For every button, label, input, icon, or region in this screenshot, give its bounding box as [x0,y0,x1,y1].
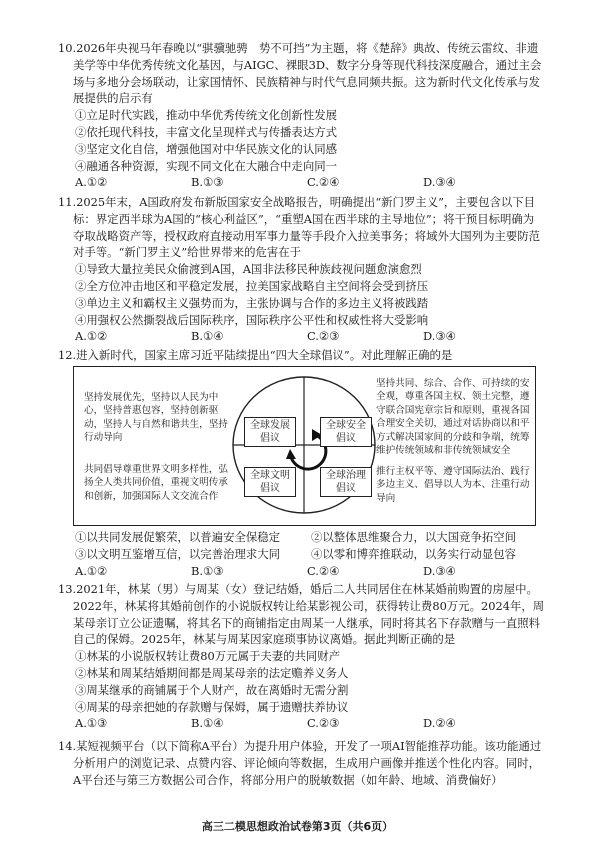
development-initiative-label: 全球发展倡议 [244,417,296,447]
question-13-option-2: ②林某和周某结婚期间都是周某母亲的法定赡养义务人 [75,665,349,680]
global-initiatives-diagram [73,366,536,526]
question-11 [58,194,545,345]
question-10-choice-d: D.③④ [423,175,456,190]
question-11-option-4: ④用强权公然撕裂战后国际秩序，国际秩序公平性和权威性将大受影响 [75,312,429,327]
question-12-option-3: ③以文明互鉴增互信，以完善治理求大同 [75,546,281,561]
question-11-choice-d: D.③④ [423,329,456,344]
question-13-option-1: ①林某的小说版权转让费80万元属于夫妻的共同财产 [75,649,341,664]
question-12-choice-b: B.①③ [191,563,224,578]
question-10-choice-c: C.②④ [307,175,340,190]
question-14 [58,738,545,788]
security-initiative-label: 全球安全倡议 [320,417,372,447]
question-13-choice-d: D.②④ [423,716,456,731]
civilization-initiative-label: 全球文明倡议 [244,467,296,497]
question-12-choice-a: A.①② [75,563,108,578]
question-11-option-3: ③单边主义和霸权主义强势而为，主张协调与合作的多边主义将被践踏 [75,295,429,310]
question-11-choice-b: B.①④ [191,329,224,344]
question-13 [58,581,545,732]
question-12-choice-d: D.③④ [423,563,456,578]
development-initiative-text: 坚持发展优先，坚持以人民为中心，坚持普惠包容，坚持创新驱动，坚持人与自然和谐共生，坚持行动导向 [84,392,228,444]
question-11-stem: 11.2025年末，A国政府发布新版国家安全战略报告，明确提出“新门罗主义”，主要包含以下目标：界定西半球为A国的“核心利益区”，“重塑A国在西半球的主导地位”；将干预目标明确为夺取战略资产等，授权政府直接动用军事力量等手段介入拉美事务；将域外大国列为主要防范对手等。“新门罗主义”给世界带来的危害在于 [58,195,541,260]
civilization-initiative-text: 共同倡导尊重世界文明多样性，弘扬全人类共同价值，重视文明传承和创新，加强国际人文交流合作 [84,464,228,502]
question-10-stem: 10.2026年央视马年春晚以“骐骥驰骋 势不可挡”为主题，将《楚辞》典故、传统云雷纹、非遗美学等中华优秀传统文化基因，与AIGC、裸眼3D、数字分身等现代科技深度融合，通过主会场与多地分会场联动，让家国情怀、民族精神与时代气息同频共振。这为新时代文化传承与发展提供的启示有 [58,41,542,106]
question-12-option-1: ①以共同发展促繁荣，以普遍安全保稳定 [75,530,281,544]
governance-initiative-text: 推行主权平等、遵守国际法治、践行多边主义、倡导以人为本、注重行动导向 [376,466,530,504]
page-footer: 高三二模思想政治试卷第3页（共6页） [201,820,394,833]
question-10-option-4: ④融通各种资源，实现不同文化在大融合中走向同一 [75,158,337,173]
question-14-stem: 14.某短视频平台（以下简称A平台）为提升用户体验，开发了一项AI智能推荐功能。该功能通过分析用户的浏览记录、点赞内容、评论倾向等数据，生成用户画像并推送个性化内容。同时，A平台还与第三方数据公司合作，将部分用户的脱敏数据（如年龄、地域、消费偏好） [58,739,542,787]
question-13-answers [58,715,545,732]
question-10 [58,40,545,191]
question-12-option-4: ④以零和博弈推联动，以务实行动显包容 [311,546,517,561]
question-13-option-4: ④周某的母亲把她的存款赠与保姆，属于遗赠扶养协议 [75,699,349,714]
question-12 [58,347,545,364]
question-13-choice-a: A.①③ [75,716,108,731]
question-12-answers [58,563,545,580]
question-12-stem: 12.进入新时代，国家主席习近平陆续提出“四大全球倡议”。对此理解正确的是 [58,348,453,362]
question-12-option-grid [58,529,545,563]
question-13-choice-b: B.①④ [191,716,224,731]
question-10-option-3: ③坚定文化自信，增强他国对中华民族文化的认同感 [75,141,337,156]
security-initiative-text: 坚持共同、综合、合作、可持续的安全观，尊重各国主权、领土完整，遵守联合国宪章宗旨和原则，重视各国合理安全关切，通过对话协商以和平方式解决国家间的分歧和争端，统筹维护传统领域和非传统领域安全 [376,378,530,457]
question-12-choice-c: C.②④ [307,563,340,578]
question-13-choice-c: C.②③ [307,716,340,731]
question-11-choice-c: C.②③ [307,329,340,344]
question-10-option-2: ②依托现代科技，丰富文化呈现样式与传播表达方式 [75,124,337,139]
question-12-option-2: ②以整体思维聚合力，以大国竞争拓空间 [311,530,517,544]
question-11-choice-a: A.①② [75,329,108,344]
question-10-option-1: ①立足时代实践，推动中华优秀传统文化创新性发展 [75,108,337,123]
question-12-options [58,529,545,579]
question-13-option-3: ③周某继承的商铺属于个人财产，故在离婚时无需分割 [75,682,349,697]
governance-initiative-label: 全球治理倡议 [320,467,372,497]
question-11-option-2: ②全方位冲击地区和平稳定发展，拉美国家战略自主空间将会受到挤压 [75,278,429,293]
question-10-choice-b: B.①③ [191,175,224,190]
question-10-answers [58,174,545,191]
question-11-answers [58,328,545,345]
question-10-choice-a: A.①② [75,175,108,190]
question-13-stem: 13.2021年，林某（男）与周某（女）登记结婚，婚后二人共同居住在林某婚前购置的房屋中。2022年，林某将其婚前创作的小说版权转让给某影视公司，获得转让费80万元。2024年，周某母亲订立公证遗嘱，将其名下的商铺指定由周某一人继承，同时将其名下存款赠与一直照料自己的保姆。2025年，林某与周某因家庭琐事协议离婚。据此判断正确的是 [58,582,545,647]
question-11-option-1: ①导致大量拉美民众偷渡到A国，A国非法移民种族歧视问题愈演愈烈 [75,262,422,277]
